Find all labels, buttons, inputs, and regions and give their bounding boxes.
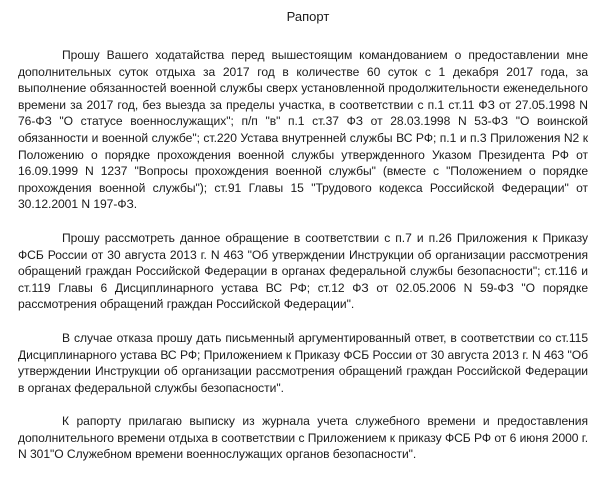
document-title: Рапорт [286,9,330,24]
paragraph-consideration: Прошу рассмотреть данное обращение в соответствии с п.7 и п.26 Приложения к Приказу ФСБ России от 30 августа 2013 г. N 463 "Об утверждении Инструкции об организации рассмотрения обращений граждан Российской Федерации в органах федеральной службы безопасности"; ст.116 и ст.119 Главы 6 Дисциплинарного устава ВС РФ; ст.12 ФЗ от 02.05.2006 N 59-ФЗ "О порядке рассмотрения обращений граждан Российской Федерации". [18,230,588,312]
paragraph-request-rest-days: Прошу Вашего ходатайства перед вышестоящим командованием о предоставлении мне дополнительных суток отдыха за 2017 год в количестве 60 суток с 1 декабря 2017 года, за выполнение обязанностей военной службы сверх установленной продолжительности еженедельного времени за 2017 год, без выезда за пределы участка, в соответствии с п.1 ст.11 ФЗ от 27.05.1998 N 76-ФЗ "О статусе военнослужащих"; п/п "в" п.1 ст.37 ФЗ от 28.03.1998 N 53-ФЗ "О воинской обязанности и военной службе"; ст.220 Устава внутренней службы ВС РФ; п.1 и п.3 Приложения N2 к Положению о порядке прохождения военной службы утвержденного Указом Президента РФ от 16.09.1999 N 1237 "Вопросы прохождения военной службы" (вместе с "Положением о порядке прохождения военной службы"); ст.91 Главы 15 "Трудового кодекса Российской Федерации" от 30.12.2001 N 197-ФЗ. [18,48,588,212]
paragraph-attachment: К рапорту прилагаю выписку из журнала учета служебного времени и предоставления дополнительного времени отдыха в соответствии с Приложением к приказу ФСБ РФ от 6 июня 2000 г. N 301"О Служебном времени военнослужащих органов безопасности". [18,414,588,462]
paragraph-refusal-response: В случае отказа прошу дать письменный аргументированный ответ, в соответствии со ст.115 Дисциплинарного устава ВС РФ; Приложением к Приказу ФСБ России от 30 августа 2013 г. N 463 "Об утверждении Инструкции об организации рассмотрения обращений граждан Российской Федерации в органах федеральной службы безопасности". [18,330,588,395]
